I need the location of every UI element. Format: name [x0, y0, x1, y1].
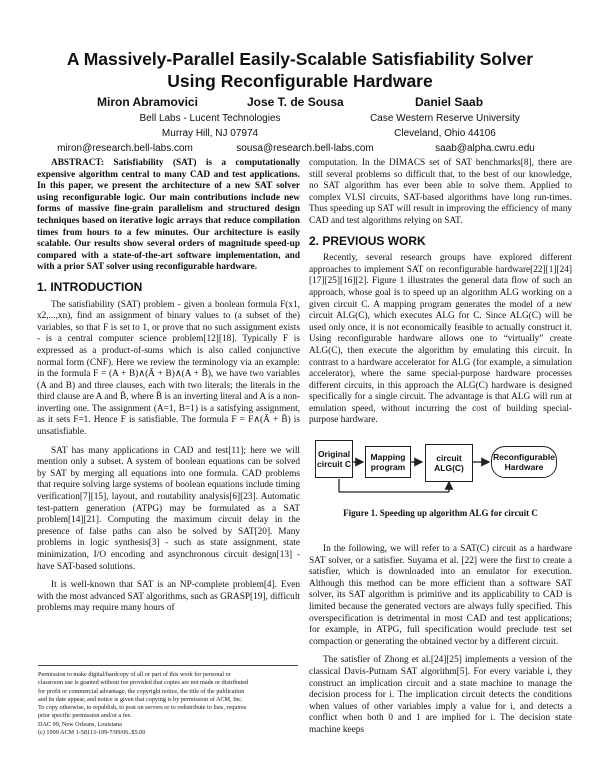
prev-paragraph-2: In the following, we will refer to a SAT(C) circuit as a hardware SAT solver, or a satisfier. Suyama et al. [22] were the first to create a satisfier, which is downloaded into an emulator for execution. Although this method can be more efficient than a software SAT solver, its SAT algorithm is primitive and its applicability to CAD is limited because the generated vectors are always fully specified. This overspecification is detrimental in most CAD and test applications; for example, in ATPG, full specification would preclude test set compaction or generating the obtained vector by a different circuit.: [309, 544, 572, 647]
paper-title: [0, 48, 600, 92]
affiliation-org: Bell Labs - Lucent Technologies: [139, 113, 281, 124]
footnote-line: and its date appear, and notice is given that copying is by permission of ACM, Inc.: [38, 695, 243, 703]
section-heading-previous-work: 2. PREVIOUS WORK: [309, 233, 426, 248]
footnote-line: Permission to make digital/hardcopy of all or part of this work for personal or: [38, 671, 231, 678]
abstract: ABSTRACT: Satisfiability (SAT) is a computationally expensive algorithm central to many CAD and test applications. In this paper, we present the architecture of a new SAT solver using reconfigurable logic. Our main contributions include new forms of massive fine-grain parallelism and structured design techniques based on iterative logic arrays that reduce compilation times from hours to a few minutes. Our architecture is easily scalable. Our results show several orders of magnitude speed-up compared with a state-of-the-art software implementation, and with a prior SAT solver using reconfigurable hardware.: [37, 158, 300, 273]
email-saab[interactable]: saab@alpha.cwru.edu: [435, 143, 535, 154]
intro-paragraph-3: It is well-known that SAT is an NP-complete problem[4]. Even with the most advanced SAT algorithms, such as GRASP[19], difficult problems may require many hours of: [37, 580, 300, 614]
affiliation-city: Murray Hill, NJ 07974: [161, 128, 259, 139]
intro-paragraph-1: The satisfiability (SAT) problem - given a boolean formula F(x1, x2,...,xn), find an assignment of binary values to (a subset of the) variables, so that F is set to 1, or prove that no such assignment exists - is a central computer science problem[12][18]. Typically F is expressed as a product-of-sums which is also called conjunctive normal form (CNF). Here we review the terminology via an example: in the formula F = (A + B)∧(Ā + B)∧(A + B̄), we have two variables (A and B) and three clauses, each with two literals; the literals in the third clause are A and B̄, where B̄ is an inverting literal and A is a non-inverting one. The assignment (A=1, B=1) is a satisfying assignment, as it sets F=1. Hence F is satisfiable. The formula F = F∧(Ā + B̄) is unsatisfiable.: [37, 299, 300, 438]
title-line-2: Using Reconfigurable Hardware: [167, 71, 433, 91]
right-paragraph-1: computation. In the DIMACS set of SAT benchmarks[8], there are still several problems so difficult that, to the best of our knowledge, no SAT algorithm has ever been able to solve them. Applied to complex VLSI circuits, SAT-based algorithms have long run-times. Thus speeding up SAT will result in improving the efficiency of many CAD and test algorithms relying on SAT.: [309, 158, 572, 226]
footnote-line: (c) 1999 ACM 1-58113-109-7/99/06..$5.00: [38, 729, 146, 737]
intro-paragraph-2: SAT has many applications in CAD and test[11]; here we will mention only a subset. A system of boolean equations can be solved by SAT by merging all equations into one formula. CAD problems that require solving large systems of boolean equations include timing verification[7][15], layout, and routability analysis[6][23]. Automatic test-pattern generation (ATPG) may be formulated as a SAT problem[14][21]. Computing the maximum circuit delay in the presence of false paths can also be solved by SAT[20]. Many problems in logic synthesis[3] - such as state assignment, state minimization, I/O encoding and asynchronous circuit design[13] - have SAT-based solutions.: [37, 445, 300, 572]
section-heading-introduction: 1. INTRODUCTION: [37, 279, 143, 294]
left-column: [37, 158, 300, 622]
figure-box-original-circuit: Original circuit C: [315, 440, 353, 478]
footnote-line: To copy otherwise, to republish, to post on servers or to redistribute to lists, requires: [38, 704, 247, 712]
email-miron[interactable]: miron@research.bell-labs.com: [57, 143, 193, 154]
figure-box-alg-circuit: circuit ALG(C): [425, 444, 473, 482]
footnote-line: for profit or commercial advantage, the copyright notice, the title of the publication: [38, 687, 245, 695]
author-name: Jose T. de Sousa: [247, 95, 344, 109]
prev-paragraph-3: The satisfier of Zhong et al.[24][25] implements a version of the classical Davis-Putnam SAT algorithm[5]. For every variable i, they construct an implication circuit and a state machine to manage the decision process for i. The implication circuit detects the conditions when values of other variables imply a value for i, and detects a conflict when both 0 and 1 are implied for i. The decision state machine keeps: [309, 655, 572, 735]
footnote-line: classroom use is granted without fee provided that copies are not made or distributed: [38, 679, 249, 687]
author-name: Miron Abramovici: [97, 95, 198, 109]
affiliation-org: Case Western Reserve University: [370, 113, 520, 124]
figure-1: [309, 434, 572, 542]
affiliation-city: Cleveland, Ohio 44106: [394, 128, 496, 139]
affiliation-bell: [110, 111, 310, 141]
footnote-line: DAC 99, New Orleans, Louisiana: [38, 720, 122, 728]
figure-box-mapping-program: Mapping program: [365, 446, 411, 478]
copyright-footnote: [38, 665, 298, 737]
figure-caption: Figure 1. Speeding up algorithm ALG for circuit C: [343, 508, 538, 519]
author-name: Daniel Saab: [415, 95, 484, 109]
email-sousa[interactable]: sousa@research.bell-labs.com: [236, 143, 374, 154]
figure-box-reconfigurable-hardware: Reconfigurable Hardware: [491, 446, 557, 478]
footnote-line: prior specific permission and/or a fee.: [38, 712, 132, 720]
right-column: [309, 158, 572, 744]
prev-paragraph-1: Recently, several research groups have explored different approaches to implement SAT on reconfigurable hardware[22][1][24][17][25][16][2]. Figure 1 illustrates the general data flow of such an approach, whose goal is to speed up an algorithm ALG working on a given circuit C. A mapping program generates the model of a new circuit ALG(C), which executes ALG for C. Since ALG(C) will be used only once, it is not economically feasible to actually construct it. Using reconfigurable hardware allows one to “virtually” create ALG(C), then execute the algorithm by emulating this circuit. In contrast to a hardware accelerator for ALG (for example, a simulation accelerator), where the same special-purpose hardware processes different circuits, in this approach the ALG(C) hardware is designed specifically for a single circuit. The advantage is that ALG will run at emulation speed, without incurring the cost of building special-purpose hardware.: [309, 253, 572, 426]
affiliation-cwru: [345, 111, 545, 141]
title-line-1: A Massively-Parallel Easily-Scalable Satisfiability Solver: [66, 49, 534, 69]
